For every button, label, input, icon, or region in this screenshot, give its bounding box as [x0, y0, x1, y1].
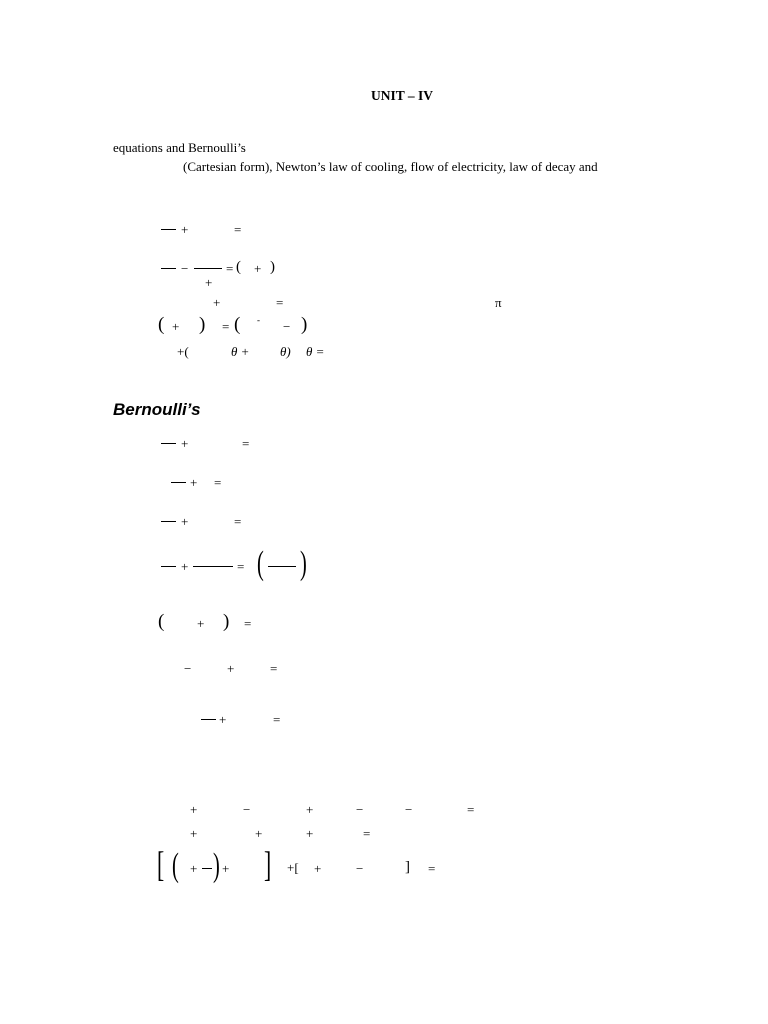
- plus-sign: +: [314, 861, 322, 876]
- intro-line-2: (Cartesian form), Newton’s law of cooling, flow of electricity, law of decay and: [183, 159, 598, 174]
- minus-sign: −: [405, 802, 413, 817]
- open-bracket: [: [157, 844, 165, 884]
- minus-sign: −: [181, 261, 189, 276]
- close-bracket: ]: [405, 859, 410, 875]
- pi-symbol: π: [495, 295, 502, 310]
- equals-sign: =: [428, 861, 436, 876]
- equals-sign: =: [237, 559, 245, 574]
- plus-sign: +: [254, 261, 262, 276]
- fraction-bar: [202, 868, 212, 869]
- minus-sign: −: [283, 319, 291, 334]
- plus-sign: +: [181, 514, 189, 529]
- plus-sign: +: [181, 436, 189, 451]
- section-heading: Bernoulli’s: [113, 400, 201, 419]
- fraction-bar: [161, 229, 176, 230]
- open-paren: (: [172, 847, 179, 884]
- minus-sign: −: [243, 802, 251, 817]
- open-paren: (: [234, 314, 241, 335]
- theta-plus: θ +: [231, 344, 250, 359]
- page-title: UNIT – IV: [371, 88, 434, 103]
- open-paren: (: [158, 314, 165, 335]
- equals-sign: =: [226, 261, 234, 276]
- fraction-bar: [161, 521, 176, 522]
- equals-sign: =: [234, 514, 242, 529]
- fraction-bar: [161, 566, 176, 567]
- plus-sign: +: [213, 295, 221, 310]
- plus-sign: +: [190, 802, 198, 817]
- equals-sign: =: [244, 616, 252, 631]
- intro-line-1: equations and Bernoulli’s: [113, 140, 246, 155]
- open-paren: (: [257, 545, 264, 582]
- plus-sign: +: [181, 222, 189, 237]
- minus-sign: −: [184, 661, 192, 676]
- close-paren: ): [223, 611, 230, 632]
- close-paren: ): [213, 847, 220, 884]
- equals-sign: =: [222, 319, 230, 334]
- equals-sign: =: [270, 661, 278, 676]
- plus-sign: +: [205, 275, 213, 290]
- open-paren: (: [158, 611, 165, 632]
- fraction-bar: [161, 268, 176, 269]
- fraction-bar: [194, 268, 222, 269]
- minus-sign: −: [356, 802, 364, 817]
- equals-sign: =: [273, 712, 281, 727]
- fraction-bar: [268, 566, 296, 567]
- theta-equals: θ =: [306, 344, 325, 359]
- equals-sign: =: [234, 222, 242, 237]
- fraction-bar: [161, 443, 176, 444]
- minus-sign: −: [356, 861, 364, 876]
- close-bracket: ]: [264, 844, 272, 884]
- superscript-minus: -: [257, 315, 260, 325]
- equals-sign: =: [242, 436, 250, 451]
- plus-sign: +: [172, 319, 180, 334]
- plus-open-bracket: +[: [287, 860, 299, 875]
- plus-sign: +: [306, 826, 314, 841]
- plus-sign: +: [227, 661, 235, 676]
- plus-sign: +: [190, 475, 198, 490]
- equals-sign: =: [467, 802, 475, 817]
- plus-sign: +: [190, 826, 198, 841]
- plus-sign: +: [306, 802, 314, 817]
- plus-sign: +: [222, 861, 230, 876]
- plus-sign: +: [219, 712, 227, 727]
- equals-sign: =: [363, 826, 371, 841]
- close-paren: ): [199, 314, 206, 335]
- plus-sign: +: [255, 826, 263, 841]
- close-paren: ): [270, 259, 275, 275]
- fraction-bar: [193, 566, 233, 567]
- equals-sign: =: [276, 295, 284, 310]
- equals-sign: =: [214, 475, 222, 490]
- plus-sign: +: [197, 616, 205, 631]
- close-paren: ): [301, 314, 308, 335]
- open-paren: (: [236, 259, 241, 275]
- theta-close-paren: θ): [280, 344, 291, 359]
- plus-sign: +: [190, 861, 198, 876]
- fraction-bar: [201, 719, 216, 720]
- fraction-bar: [171, 482, 186, 483]
- plus-open-paren: +(: [177, 344, 189, 359]
- plus-sign: +: [181, 559, 189, 574]
- close-paren: ): [300, 545, 307, 582]
